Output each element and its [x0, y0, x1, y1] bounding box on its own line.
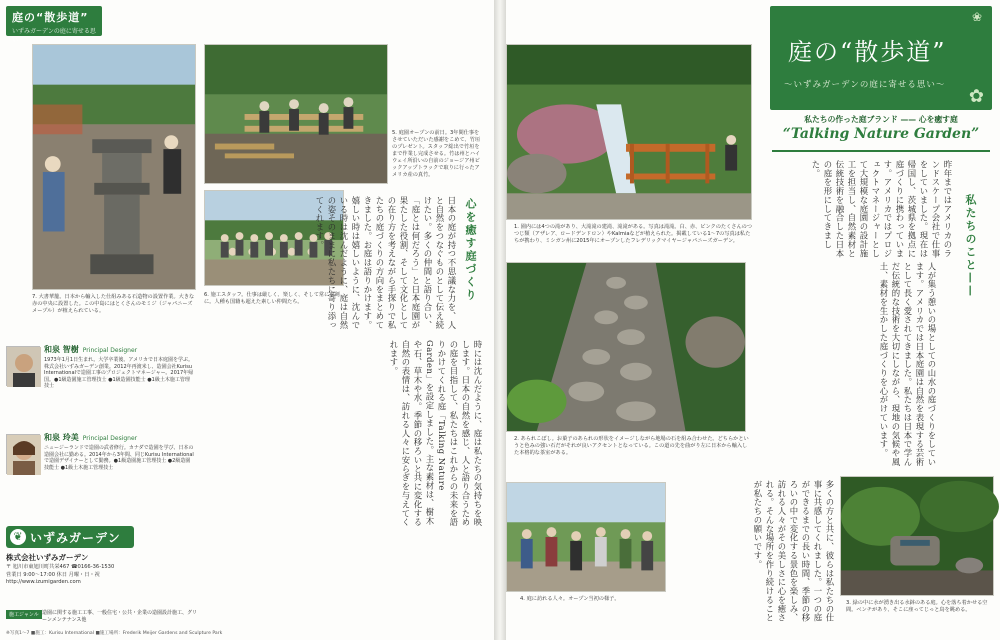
company-hours: 営業日 9:00〜17:00 休日 月曜・日・祝: [6, 571, 100, 578]
divider: [772, 150, 990, 152]
genre-text: 造園に関する施工工事、一般住宅・公共・企業の造園設計施工、グリーンメンテナンス他: [42, 610, 198, 623]
brand-tagline: 私たちの作った庭ブランド —— 心を癒す庭: [804, 115, 958, 124]
caption-6: 6. 施工スタッフ。仕事は厳しく、楽しく、そして常に真剣に。人種も国籍も超えた素しい仲間たち。: [204, 292, 340, 305]
company-address: 〒 旭川市東旭川町共栄467 ☎0166-36-1530: [6, 564, 115, 570]
heading-about-us: 私たちのこと——: [964, 194, 977, 298]
company-logo: [6, 526, 134, 548]
profile-name: 和泉 智樹: [44, 345, 79, 354]
avatar: [6, 434, 40, 474]
company-url[interactable]: http://www.izumigarden.com: [6, 579, 81, 586]
profile-role: Principal Designer: [82, 435, 138, 442]
photo-bamboo-fence: [204, 44, 388, 184]
caption-5: 5. 庭園オープンの前日。3年間仕事をさせていただいた感謝をこめて、竹垣のプレゼント。スタッフ総出で竹垣をまで作業し完成させる。竹は州とハイウェイ所沿いの自前のジョージア州ピックアップトラックで取りに行ったアメリカ産の真竹。: [392, 130, 481, 178]
flower-icon: ✿: [968, 86, 984, 107]
avatar: [6, 346, 40, 386]
text-left-lower: 時には沈んだように、庭は私たちの気持ちを映します。日本の自然を感じ、人と語り合うための庭を目指して、私たちはこれからの未来を語りかけてくれる庭「Talking Nature Garden」を設定しました。主な素材は、樹木や石、草木や水。季節の移ろいと共に変化する自然の表情は、訪れる人々に安らぎを与えてくれます。: [389, 340, 483, 527]
section-tab-subtitle: いずみガーデンの庭に寄せる思い: [12, 28, 96, 44]
caption-2: 2. あられこぼし。お菓子のあられの形状をイメージしながら地場の石を組み合わせた。どちらかというと色みの強い石だがそれが良いアクセントとなっている。この道の先を曲がり左に日本から輸入した本格的な茶室がある。: [514, 436, 749, 456]
leaf-icon: ❀: [971, 10, 982, 24]
logo-text: いずみガーデン: [30, 530, 121, 545]
profile-bio: 1973年1月1日生まれ。大学卒業後、アメリカで日本庭園を学ぶ。株式会社いずみガーデン創業。2012年再渡米し、造園会社Kurisu Internationalで造園工事のプロジェクトマネージャー。2017年帰国。●1級造園施工管理技士 ●1級造園技能士 ●1級土木施工管理技士: [44, 357, 194, 389]
photo-visitors: [506, 482, 666, 592]
section-tab: [6, 6, 102, 44]
caption-3: 3. 緑の中に水が湧き出る水鉢のある庭。心を落ち着かせる空間。ベンチがあり、そこに座ってじっと鳥を眺める。: [846, 600, 988, 613]
text-right-main: 人が集う憩いの場としての山水の庭づくりをしています。アメリカでは日本庭園は自然を表現する芸術として長く愛されてきました。私たちは日本で学んだ伝統的な技術を大切にしながら、現地の気候や風土、素材を生かした庭づくりを心がけています。: [879, 262, 937, 467]
brand-name: “Talking Nature Garden”: [782, 126, 980, 142]
photo-credits: ※写真1〜7 ■施工：Kurisu International ■施工場所：Frederik Meijer Gardens and Sculpture Park: [6, 631, 223, 636]
section-tab-title: 庭の“散歩道”: [12, 11, 89, 24]
profile-tomoki: [44, 344, 194, 390]
photo-water-basin: [840, 476, 994, 596]
company-name: 株式会社いずみガーデン: [6, 553, 89, 562]
profile-role: Principal Designer: [82, 347, 138, 354]
profile-name: 和泉 玲美: [44, 433, 79, 442]
caption-1: 1. 園内には4つの滝があり、大滝滝の建滝、滝滝がある。写真は滝滝。白、赤、ピンクのたくさんのつつじ類（アザレア、ロードデンドロン）やKalmiaなどが植えられた。掲載している1〜7の写真は私たちが携わり、ミシガン州に2015年にオープンしたフレデリックマイヤージャパニーズガーデン。: [514, 224, 753, 244]
photo-stone-lantern: [32, 44, 196, 290]
text-right-lower: 多くの方と共に、彼らは私たちの仕事に共感してくれました。一つの庭ができるまでの長い時間、季節の移ろいの中で変化する景色を楽しみ、訪れる人々がその美しさに心を癒される。そんな場所を作り続けることが私たちの願いです。: [753, 480, 835, 623]
photo-waterfall-bridge: [506, 44, 752, 220]
article-title-box: [770, 6, 992, 110]
leaf-icon: ❦: [10, 529, 26, 545]
article-title: 庭の“散歩道”: [788, 38, 947, 66]
heading-healing-garden: 心を癒す庭づくり: [464, 198, 477, 302]
text-left-upper: 日本の庭が持つ不思議な力を、人と自然をつなぐものとして伝え続けたい。多くの仲間と語り合い、「庭とは何だろう」と日本庭園が果たした役割、そして文化としての在り方を考えながら手探りで私たちの庭づくりの方向をまとめてきました。お庭は語りかけます。嬉しい時は嬉しいように、沈んでいる時は沈んだように、庭は自然の姿そのままに私たちに寄り添ってくれます。: [315, 196, 457, 330]
article-subtitle: 〜いずみガーデンの庭に寄せる思い〜: [784, 80, 946, 90]
profile-reimi: [44, 432, 194, 471]
caption-7: 7. 大書華籠。日本から輸入した仕組みある石造物の設置作業。大きな赤の中央に設置した。この中島にはとくさんのモミジ（ジャパニーズメープル）が植えられている。: [32, 294, 195, 314]
company-info: [6, 526, 206, 638]
page-gutter: [494, 0, 506, 640]
profile-bio: ニュージーランドで造園の武者修行。カナダで造園を学び、日本の造園会社に勤める。2014年から3年間、同じKurisu Internationalで造園デザイナーとして勤務。●1級造園施工管理技士 ●2級造園技能士 ●1級土木施工管理技士: [44, 445, 194, 471]
genre-label: 施工ジャンル: [6, 610, 42, 619]
text-right-upper: 昨年まではアメリカのランドスケープ会社で仕事をしていました。現在は帰国し、茨城県を拠点に庭づくりに携わっています。アメリカではプロジェクトマネージャーとして大規模な庭園の設計施工を担当し、自然素材と伝統技術を融合した日本の庭を形にしてきました。: [811, 160, 953, 258]
photo-stone-path: [506, 262, 746, 432]
caption-4: 4. 庭に訪れる人々。オープン当初の様子。: [520, 596, 620, 602]
